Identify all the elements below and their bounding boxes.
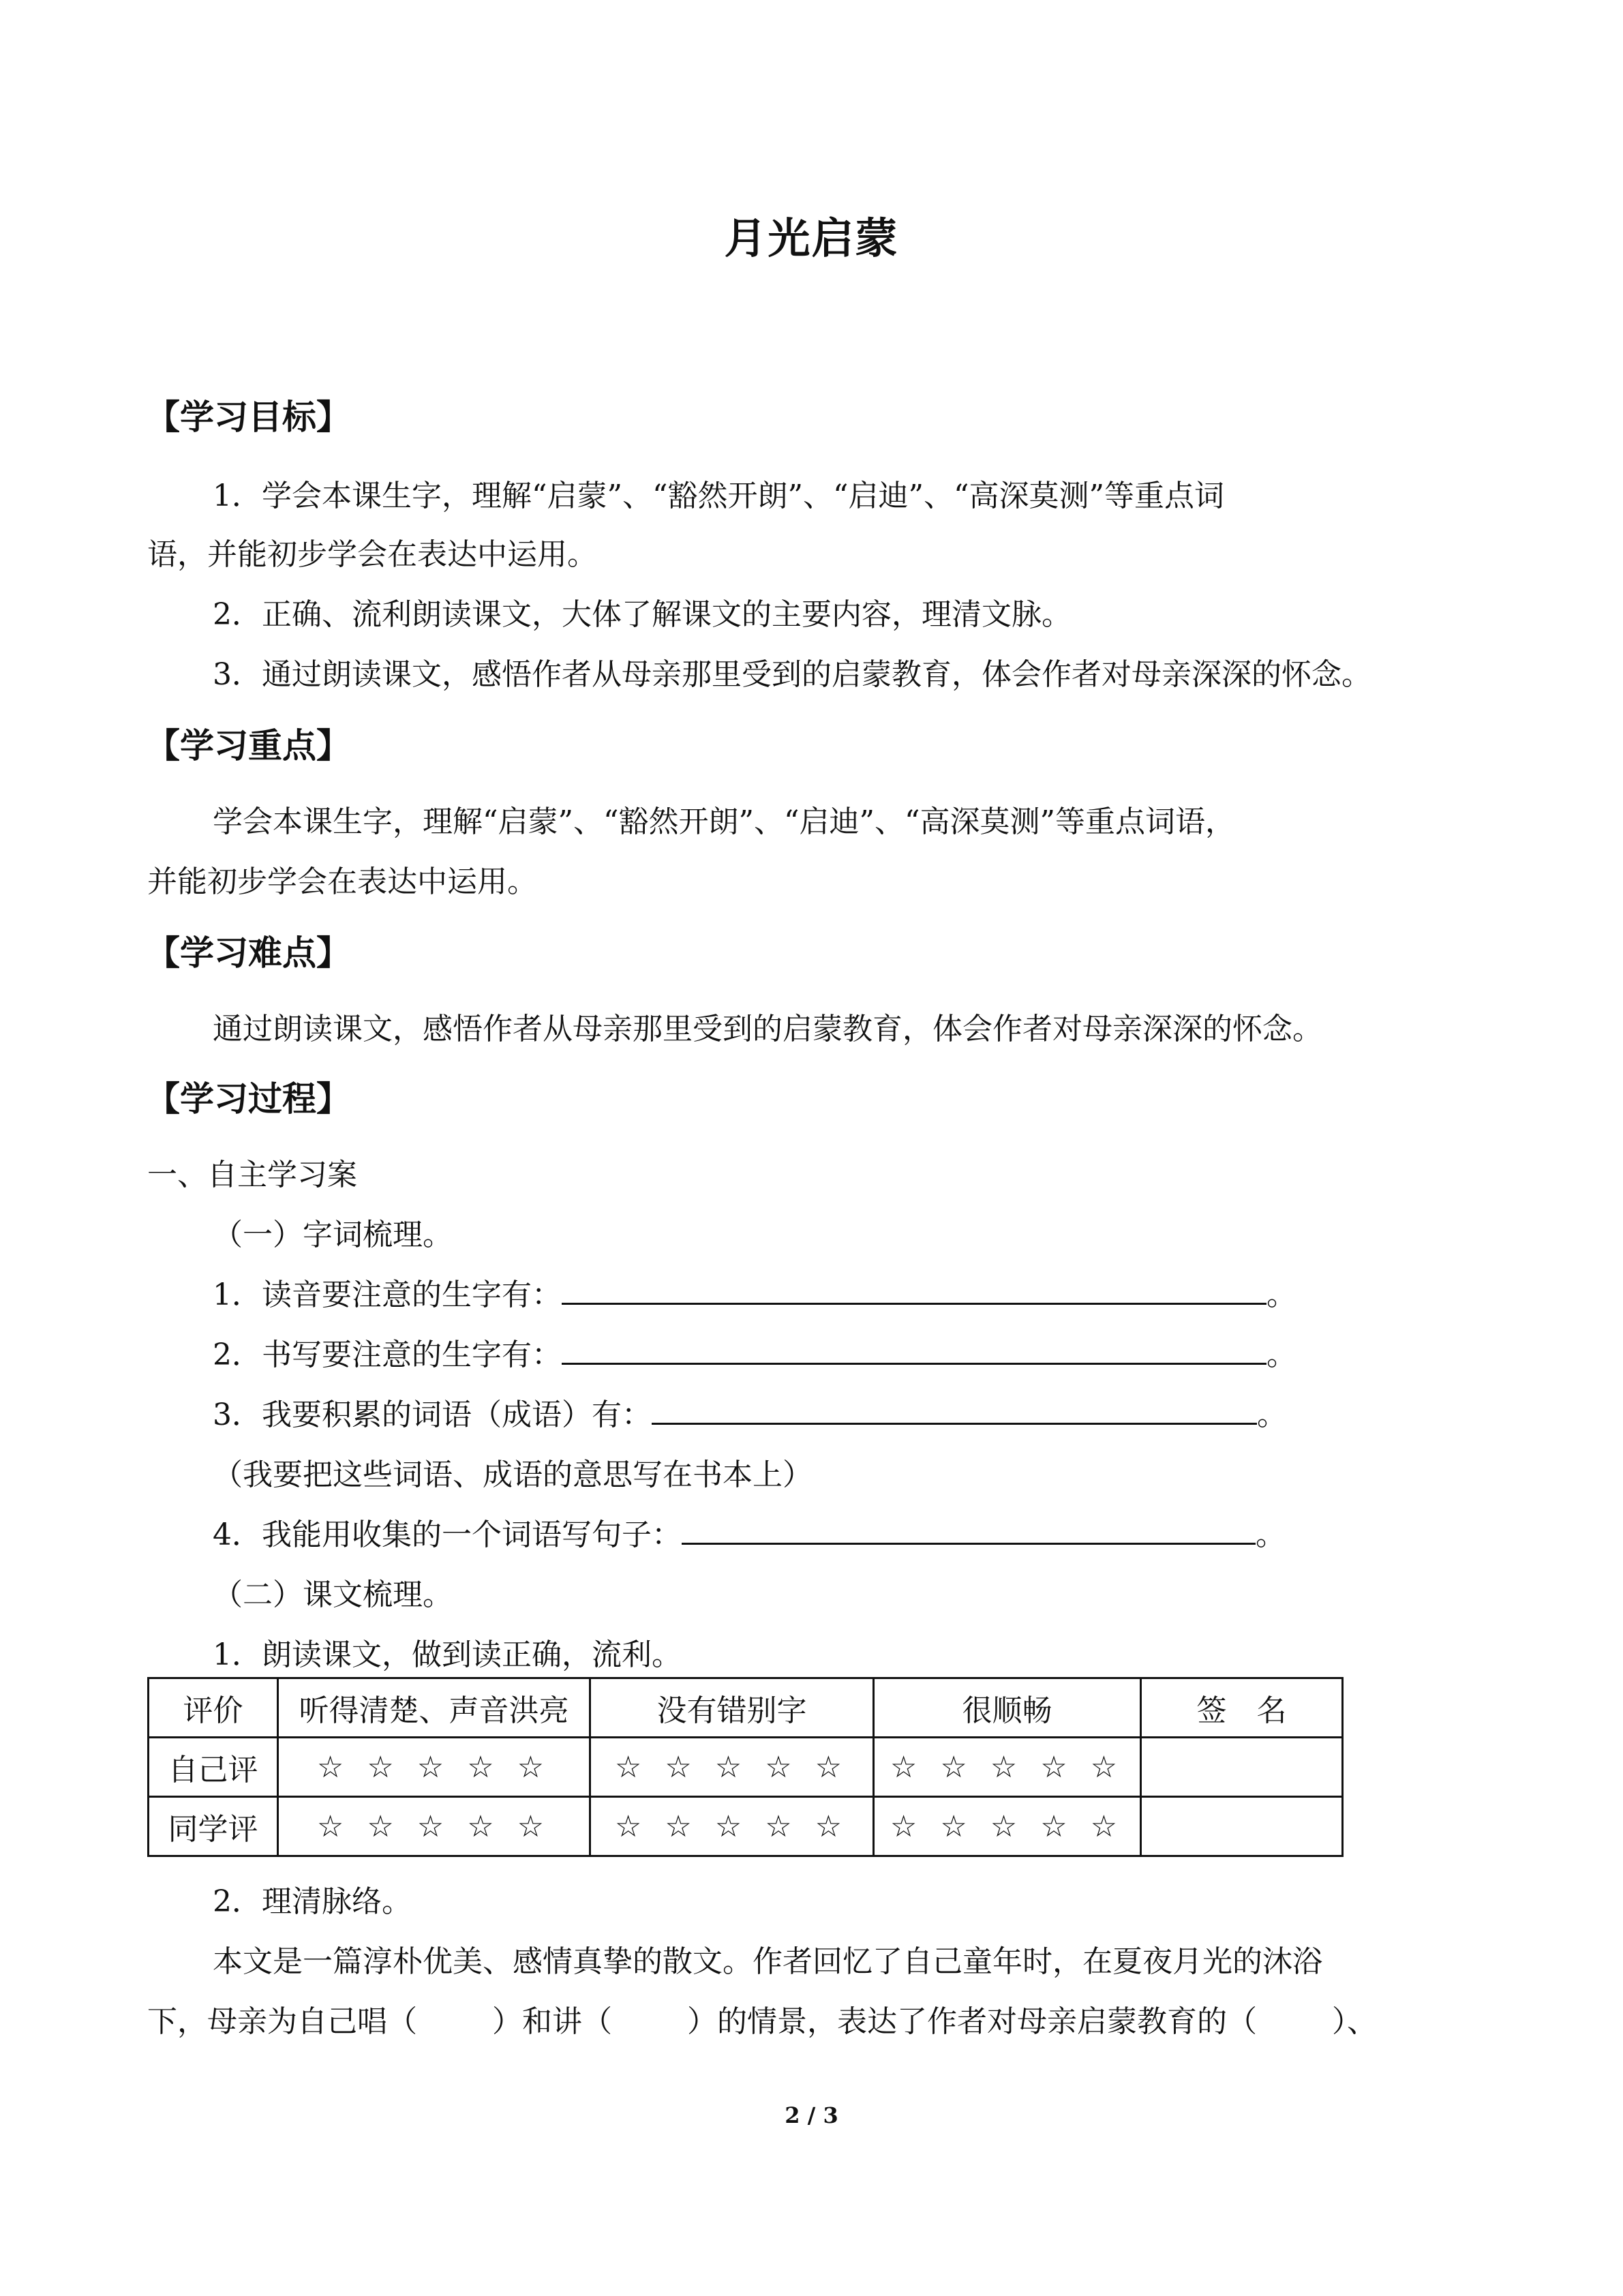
difficulties-line-1: 通过朗读课文，感悟作者从母亲那里受到的启蒙教育，体会作者对母亲深深的怀念。 (213, 1012, 1322, 1046)
question-4 (213, 1515, 1286, 1556)
outline-item: 2．理清脉络。 (213, 1884, 412, 1919)
table-header: 评价 (149, 1678, 278, 1738)
question-2 (213, 1335, 1296, 1376)
reading-item: 1．朗读课文，做到读正确，流利。 (213, 1637, 682, 1672)
question-1 (213, 1275, 1296, 1316)
objective-1-line-2: 语，并能初步学会在表达中运用。 (147, 537, 597, 572)
star-rating[interactable]: ☆ ☆ ☆ ☆ ☆ (278, 1738, 590, 1797)
key-points-line-2: 并能初步学会在表达中运用。 (147, 864, 537, 899)
signature-cell[interactable] (1141, 1738, 1343, 1797)
subsection-1-title: （一）字词梳理。 (213, 1218, 453, 1252)
process-heading: 【学习过程】 (146, 1079, 350, 1119)
period: 。 (1256, 1517, 1286, 1552)
outline-line-2 (147, 2002, 1377, 2042)
objective-3: 3．通过朗读课文，感悟作者从母亲那里受到的启蒙教育，体会作者对母亲深深的怀念。 (213, 657, 1371, 692)
key-points-line-1: 学会本课生字，理解“启蒙”、“豁然开朗”、“启迪”、“高深莫测”等重点词语， (213, 804, 1235, 839)
answer-line-4[interactable] (682, 1515, 1256, 1545)
table-row (149, 1797, 1343, 1856)
question-2-label: 2．书写要注意的生字有： (213, 1338, 562, 1372)
key-points-heading: 【学习重点】 (146, 726, 350, 766)
outline-line-2-part-c: ）的情景，表达了作者对母亲启蒙教育的（ (687, 2004, 1257, 2039)
row-label: 自己评 (149, 1738, 278, 1797)
table-row (149, 1738, 1343, 1797)
document-title: 月光启蒙 (724, 213, 899, 263)
table-header-row (149, 1678, 1343, 1738)
period: 。 (1257, 1398, 1287, 1432)
page-number: 2 / 3 (785, 2102, 838, 2128)
evaluation-table (147, 1677, 1344, 1857)
star-rating[interactable]: ☆ ☆ ☆ ☆ ☆ (874, 1797, 1141, 1856)
signature-cell[interactable] (1141, 1797, 1343, 1856)
answer-line-1[interactable] (562, 1275, 1266, 1305)
subsection-2-title: （二）课文梳理。 (213, 1577, 453, 1612)
question-3-note: （我要把这些词语、成语的意思写在书本上） (213, 1457, 813, 1492)
question-1-label: 1．读音要注意的生字有： (213, 1278, 562, 1312)
outline-line-2-part-d: ）、 (1332, 2004, 1377, 2039)
table-header: 听得清楚、声音洪亮 (278, 1678, 590, 1738)
difficulties-heading: 【学习难点】 (146, 933, 350, 973)
outline-line-2-part-a: 下，母亲为自己唱（ (147, 2004, 417, 2039)
answer-line-2[interactable] (562, 1335, 1266, 1365)
star-rating[interactable]: ☆ ☆ ☆ ☆ ☆ (278, 1797, 590, 1856)
objective-2: 2．正确、流利朗读课文，大体了解课文的主要内容，理清文脉。 (213, 597, 1072, 632)
question-3 (213, 1395, 1287, 1436)
table-header: 签 名 (1141, 1678, 1343, 1738)
table-header: 很顺畅 (874, 1678, 1141, 1738)
part-1-title: 一、自主学习案 (147, 1158, 357, 1192)
row-label: 同学评 (149, 1797, 278, 1856)
table-header: 没有错别字 (590, 1678, 874, 1738)
outline-line-1: 本文是一篇淳朴优美、感情真挚的散文。作者回忆了自己童年时，在夏夜月光的沐浴 (213, 1944, 1322, 1979)
star-rating[interactable]: ☆ ☆ ☆ ☆ ☆ (590, 1738, 874, 1797)
objective-1-line-1: 1．学会本课生字，理解“启蒙”、“豁然开朗”、“启迪”、“高深莫测”等重点词 (213, 479, 1224, 513)
star-rating[interactable]: ☆ ☆ ☆ ☆ ☆ (590, 1797, 874, 1856)
outline-line-2-part-b: ）和讲（ (492, 2004, 612, 2039)
period: 。 (1266, 1338, 1296, 1372)
period: 。 (1266, 1278, 1296, 1312)
answer-line-3[interactable] (652, 1395, 1257, 1425)
question-3-label: 3．我要积累的词语（成语）有： (213, 1398, 652, 1432)
objectives-heading: 【学习目标】 (146, 397, 350, 437)
question-4-label: 4．我能用收集的一个词语写句子： (213, 1517, 682, 1552)
star-rating[interactable]: ☆ ☆ ☆ ☆ ☆ (874, 1738, 1141, 1797)
